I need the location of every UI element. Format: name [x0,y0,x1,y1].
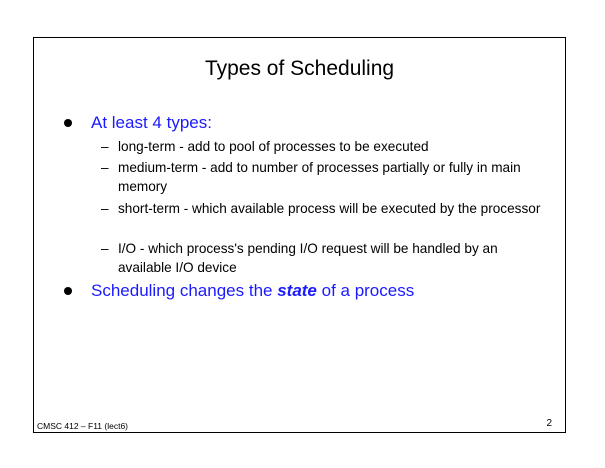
subitem-text: short-term - which available process will be executed by the processor [118,201,541,216]
bullet-text [91,281,414,301]
subitem-text: I/O - which process's pending I/O request will be handled by an available I/O device [118,241,498,275]
dash-icon: – [101,241,109,256]
dash-icon: – [101,139,109,154]
bullet-dot-icon [64,119,72,127]
page-number: 2 [546,418,552,429]
bullet-text-after: of a process [316,281,415,300]
bullet-text-before: Scheduling changes the [91,281,278,300]
state-emphasis: state [277,281,317,300]
slide-title: Types of Scheduling [204,57,395,80]
bullet-text: At least 4 types: [91,113,212,132]
bullet-dot-icon [64,287,72,295]
slide-frame [33,37,566,433]
subitem-text: medium-term - add to number of processes partially or fully in main memory [118,160,521,194]
slide-footer: CMSC 412 – F11 (lect6) [37,421,129,431]
dash-icon: – [101,160,109,175]
dash-icon: – [101,201,109,216]
subitem-text: long-term - add to pool of processes to be executed [118,139,429,154]
